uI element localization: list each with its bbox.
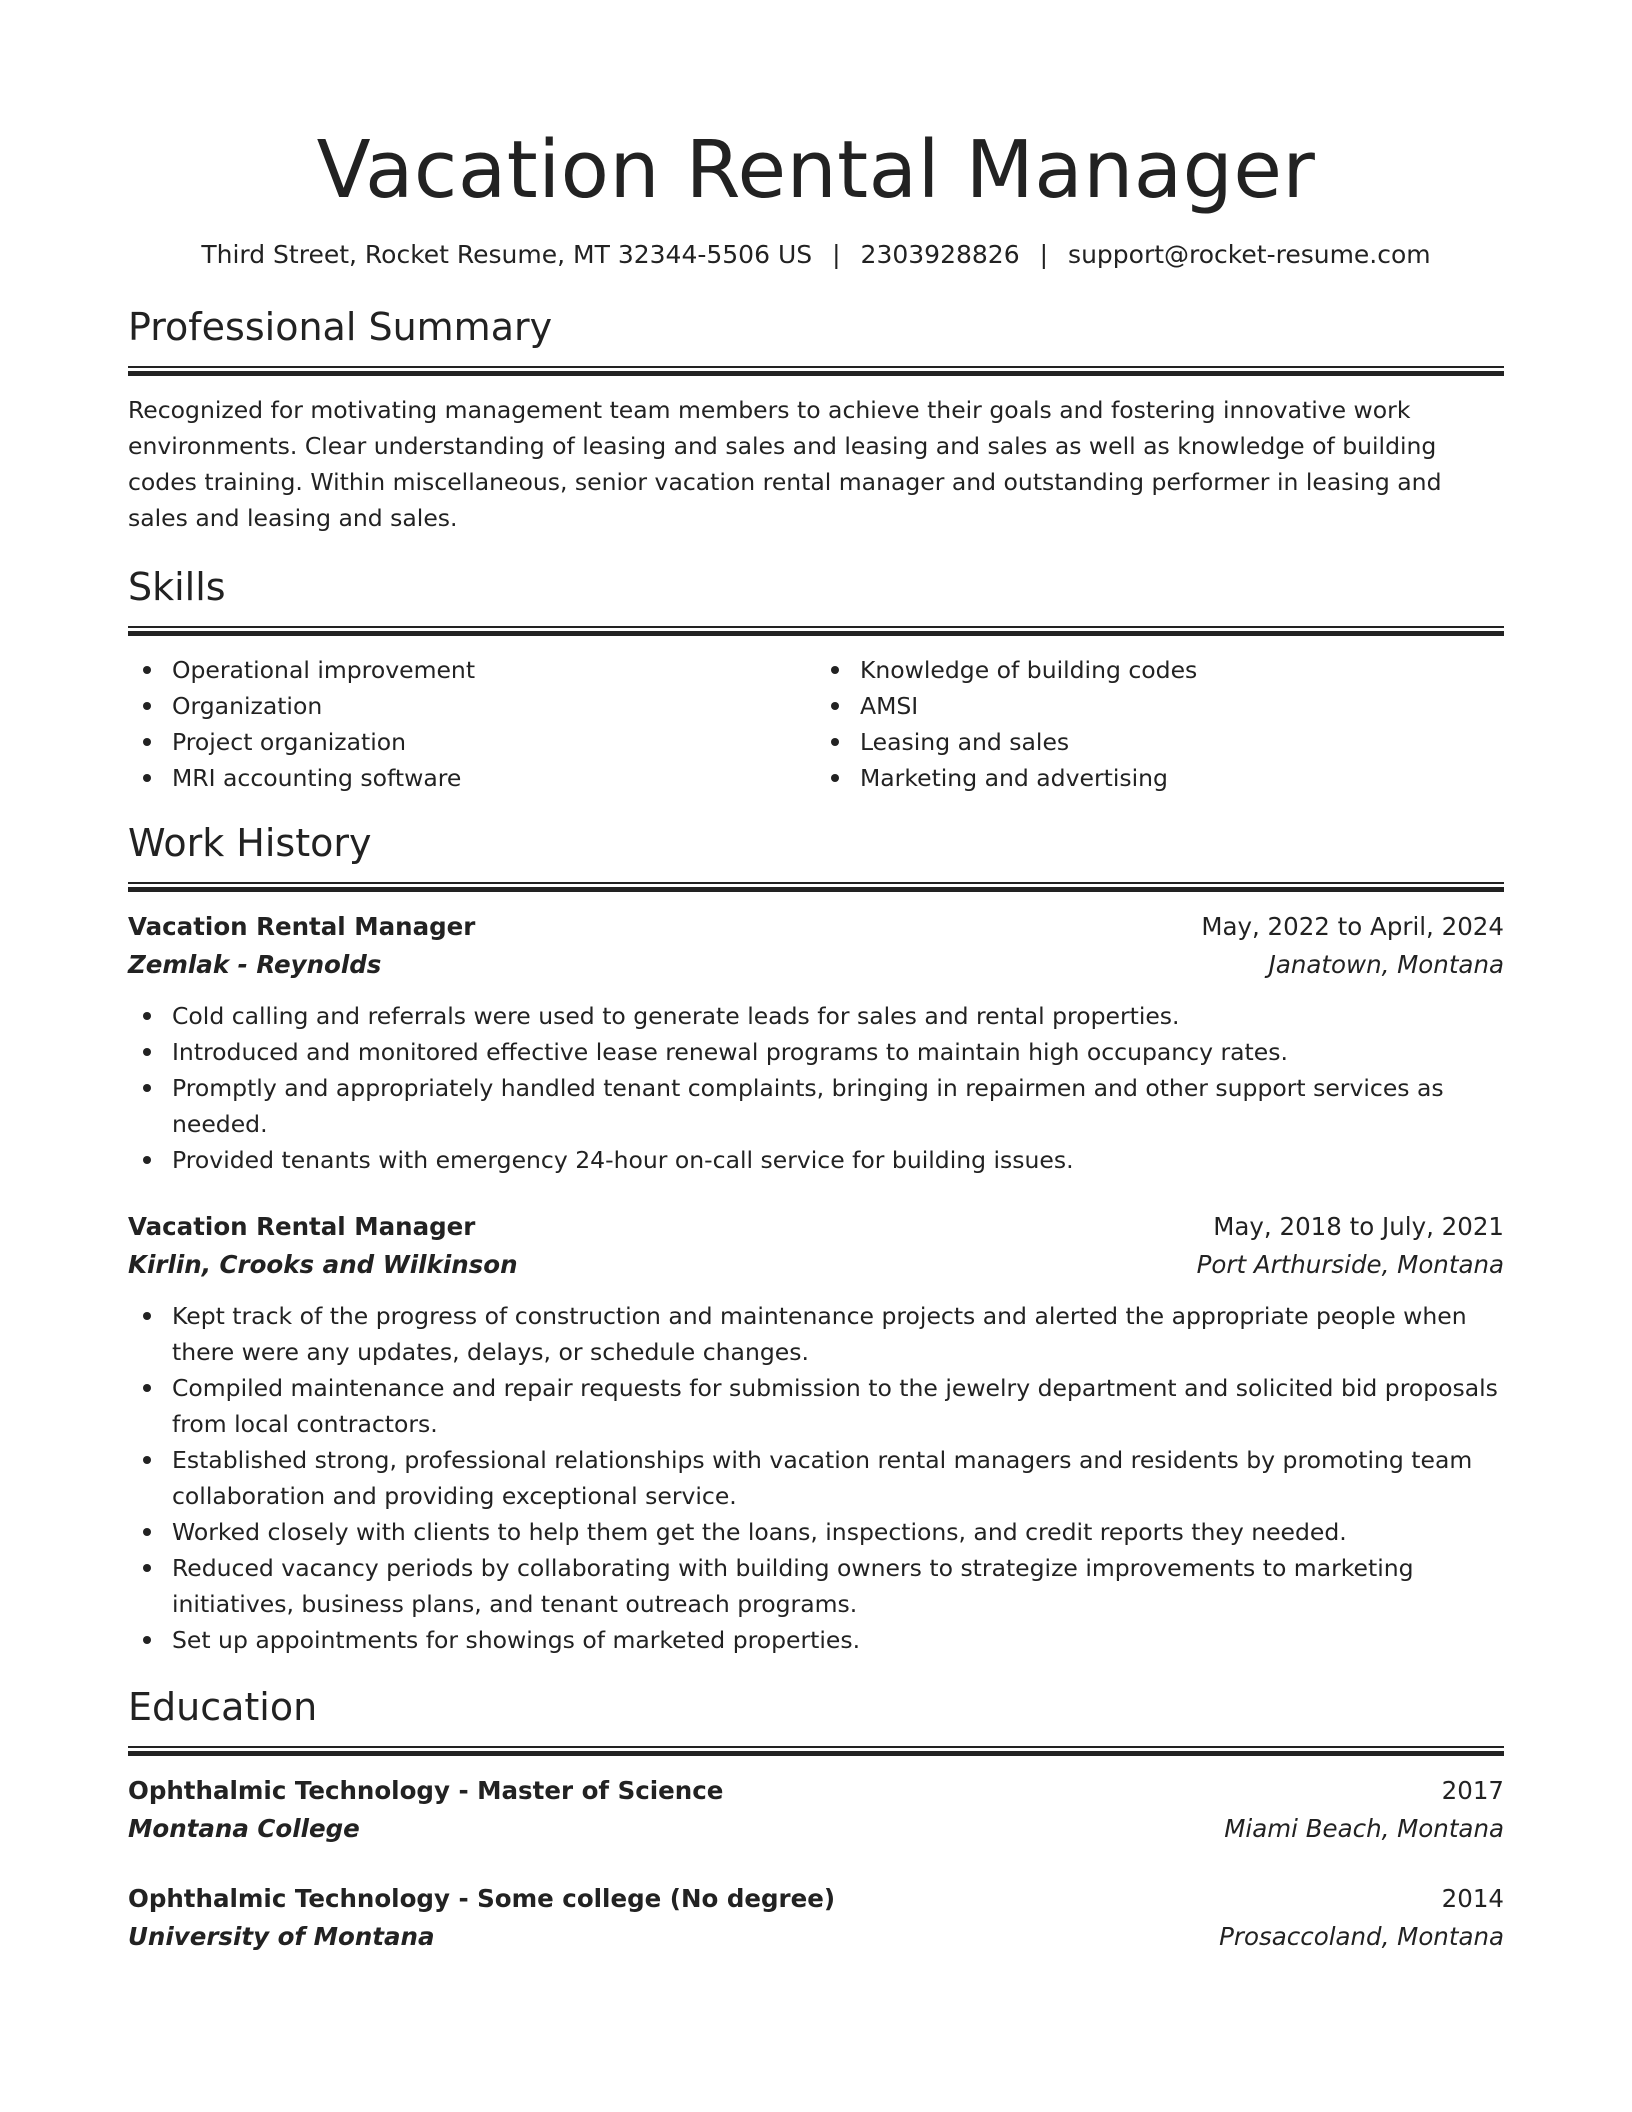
skill-item: Operational improvement — [128, 652, 816, 688]
education-school: Montana College — [128, 1814, 360, 1843]
job-subheader — [128, 946, 1504, 984]
job-entry — [128, 1208, 1504, 1658]
skill-item: Marketing and advertising — [816, 760, 1504, 796]
bullet-dot — [143, 1084, 151, 1092]
job-location: Janatown, Montana — [1268, 950, 1504, 979]
section-divider — [128, 882, 1504, 892]
skills-column-right — [816, 652, 1504, 796]
bullet-dot — [143, 1156, 151, 1164]
education-year: 2017 — [1441, 1776, 1504, 1805]
job-bullet: Worked closely with clients to help them get the loans, inspections, and credit reports they needed. — [128, 1514, 1504, 1550]
contact-line — [128, 238, 1504, 272]
bullet-dot — [143, 774, 151, 782]
section-title-education: Education — [128, 1685, 318, 1729]
contact-phone: 2303928826 — [860, 240, 1020, 269]
work-section — [128, 820, 1504, 1658]
job-company: Kirlin, Crooks and Wilkinson — [128, 1250, 518, 1279]
job-title: Vacation Rental Manager — [128, 1212, 476, 1241]
contact-separator: | — [832, 240, 841, 269]
job-location: Port Arthurside, Montana — [1196, 1250, 1504, 1279]
job-bullet: Set up appointments for showings of marketed properties. — [128, 1622, 1504, 1658]
education-degree: Ophthalmic Technology - Master of Science — [128, 1776, 724, 1805]
education-entry — [128, 1772, 1504, 1848]
job-title: Vacation Rental Manager — [128, 912, 476, 941]
section-title-summary: Professional Summary — [128, 305, 553, 349]
job-bullet: Introduced and monitored effective lease renewal programs to maintain high occupancy rates. — [128, 1034, 1504, 1070]
skill-item: Organization — [128, 688, 816, 724]
section-title-work: Work History — [128, 821, 372, 865]
job-bullet: Kept track of the progress of construction and maintenance projects and alerted the appropriate people when there were any updates, delays, or schedule changes. — [128, 1298, 1504, 1370]
skill-item: MRI accounting software — [128, 760, 816, 796]
education-degree: Ophthalmic Technology - Some college (No degree) — [128, 1884, 836, 1913]
education-location: Prosaccoland, Montana — [1219, 1922, 1504, 1951]
job-bullet: Promptly and appropriately handled tenant complaints, bringing in repairmen and other support services as needed. — [128, 1070, 1504, 1142]
education-location: Miami Beach, Montana — [1224, 1814, 1504, 1843]
job-bullet: Compiled maintenance and repair requests for submission to the jewelry department and solicited bid proposals from local contractors. — [128, 1370, 1504, 1442]
education-subheader — [128, 1810, 1504, 1848]
job-bullet: Provided tenants with emergency 24-hour on-call service for building issues. — [128, 1142, 1504, 1178]
bullet-dot — [143, 1312, 151, 1320]
job-dates: May, 2018 to July, 2021 — [1213, 1212, 1504, 1241]
skills-column-left — [128, 652, 816, 796]
bullet-dot — [143, 1636, 151, 1644]
job-bullet: Established strong, professional relationships with vacation rental managers and residents by promoting team collaboration and providing exceptional service. — [128, 1442, 1504, 1514]
education-subheader — [128, 1918, 1504, 1956]
skills-section — [128, 564, 1504, 796]
skill-item: Knowledge of building codes — [816, 652, 1504, 688]
candidate-name: Vacation Rental Manager — [316, 124, 1316, 216]
contact-email: support@rocket-resume.com — [1068, 240, 1431, 269]
bullet-dot — [143, 1048, 151, 1056]
bullet-dot — [143, 702, 151, 710]
education-school: University of Montana — [128, 1922, 435, 1951]
bullet-dot — [143, 1456, 151, 1464]
skills-grid — [128, 652, 1504, 796]
section-divider — [128, 1746, 1504, 1756]
bullet-dot — [143, 1528, 151, 1536]
bullet-dot — [143, 666, 151, 674]
bullet-dot — [831, 774, 839, 782]
skill-item: Leasing and sales — [816, 724, 1504, 760]
section-divider — [128, 626, 1504, 636]
bullet-dot — [831, 738, 839, 746]
education-section — [128, 1684, 1504, 1956]
bullet-dot — [143, 1384, 151, 1392]
job-bullets — [128, 1298, 1504, 1658]
summary-section — [128, 304, 1504, 536]
job-company: Zemlak - Reynolds — [128, 950, 382, 979]
education-entry — [128, 1880, 1504, 1956]
job-header — [128, 908, 1504, 946]
job-bullets — [128, 998, 1504, 1178]
education-header — [128, 1772, 1504, 1810]
job-subheader — [128, 1246, 1504, 1284]
bullet-dot — [143, 1012, 151, 1020]
contact-address: Third Street, Rocket Resume, MT 32344-5506 US — [201, 240, 813, 269]
section-title-skills: Skills — [128, 565, 226, 609]
education-header — [128, 1880, 1504, 1918]
skill-item: AMSI — [816, 688, 1504, 724]
bullet-dot — [143, 1564, 151, 1572]
job-bullet: Reduced vacancy periods by collaborating with building owners to strategize improvements to marketing initiatives, business plans, and tenant outreach programs. — [128, 1550, 1504, 1622]
bullet-dot — [831, 702, 839, 710]
summary-text: Recognized for motivating management team members to achieve their goals and fostering innovative work environments. Clear understanding of leasing and sales and leasing and sales as well as knowledge of building codes training. Within miscellaneous, senior vacation rental manager and outstanding performer in leasing and sales and leasing and sales. — [128, 396, 1442, 532]
job-dates: May, 2022 to April, 2024 — [1201, 912, 1504, 941]
job-header — [128, 1208, 1504, 1246]
education-year: 2014 — [1441, 1884, 1504, 1913]
section-divider — [128, 366, 1504, 376]
contact-separator: | — [1039, 240, 1049, 269]
skill-item: Project organization — [128, 724, 816, 760]
job-entry — [128, 908, 1504, 1178]
job-bullet: Cold calling and referrals were used to generate leads for sales and rental properties. — [128, 998, 1504, 1034]
bullet-dot — [831, 666, 839, 674]
bullet-dot — [143, 738, 151, 746]
